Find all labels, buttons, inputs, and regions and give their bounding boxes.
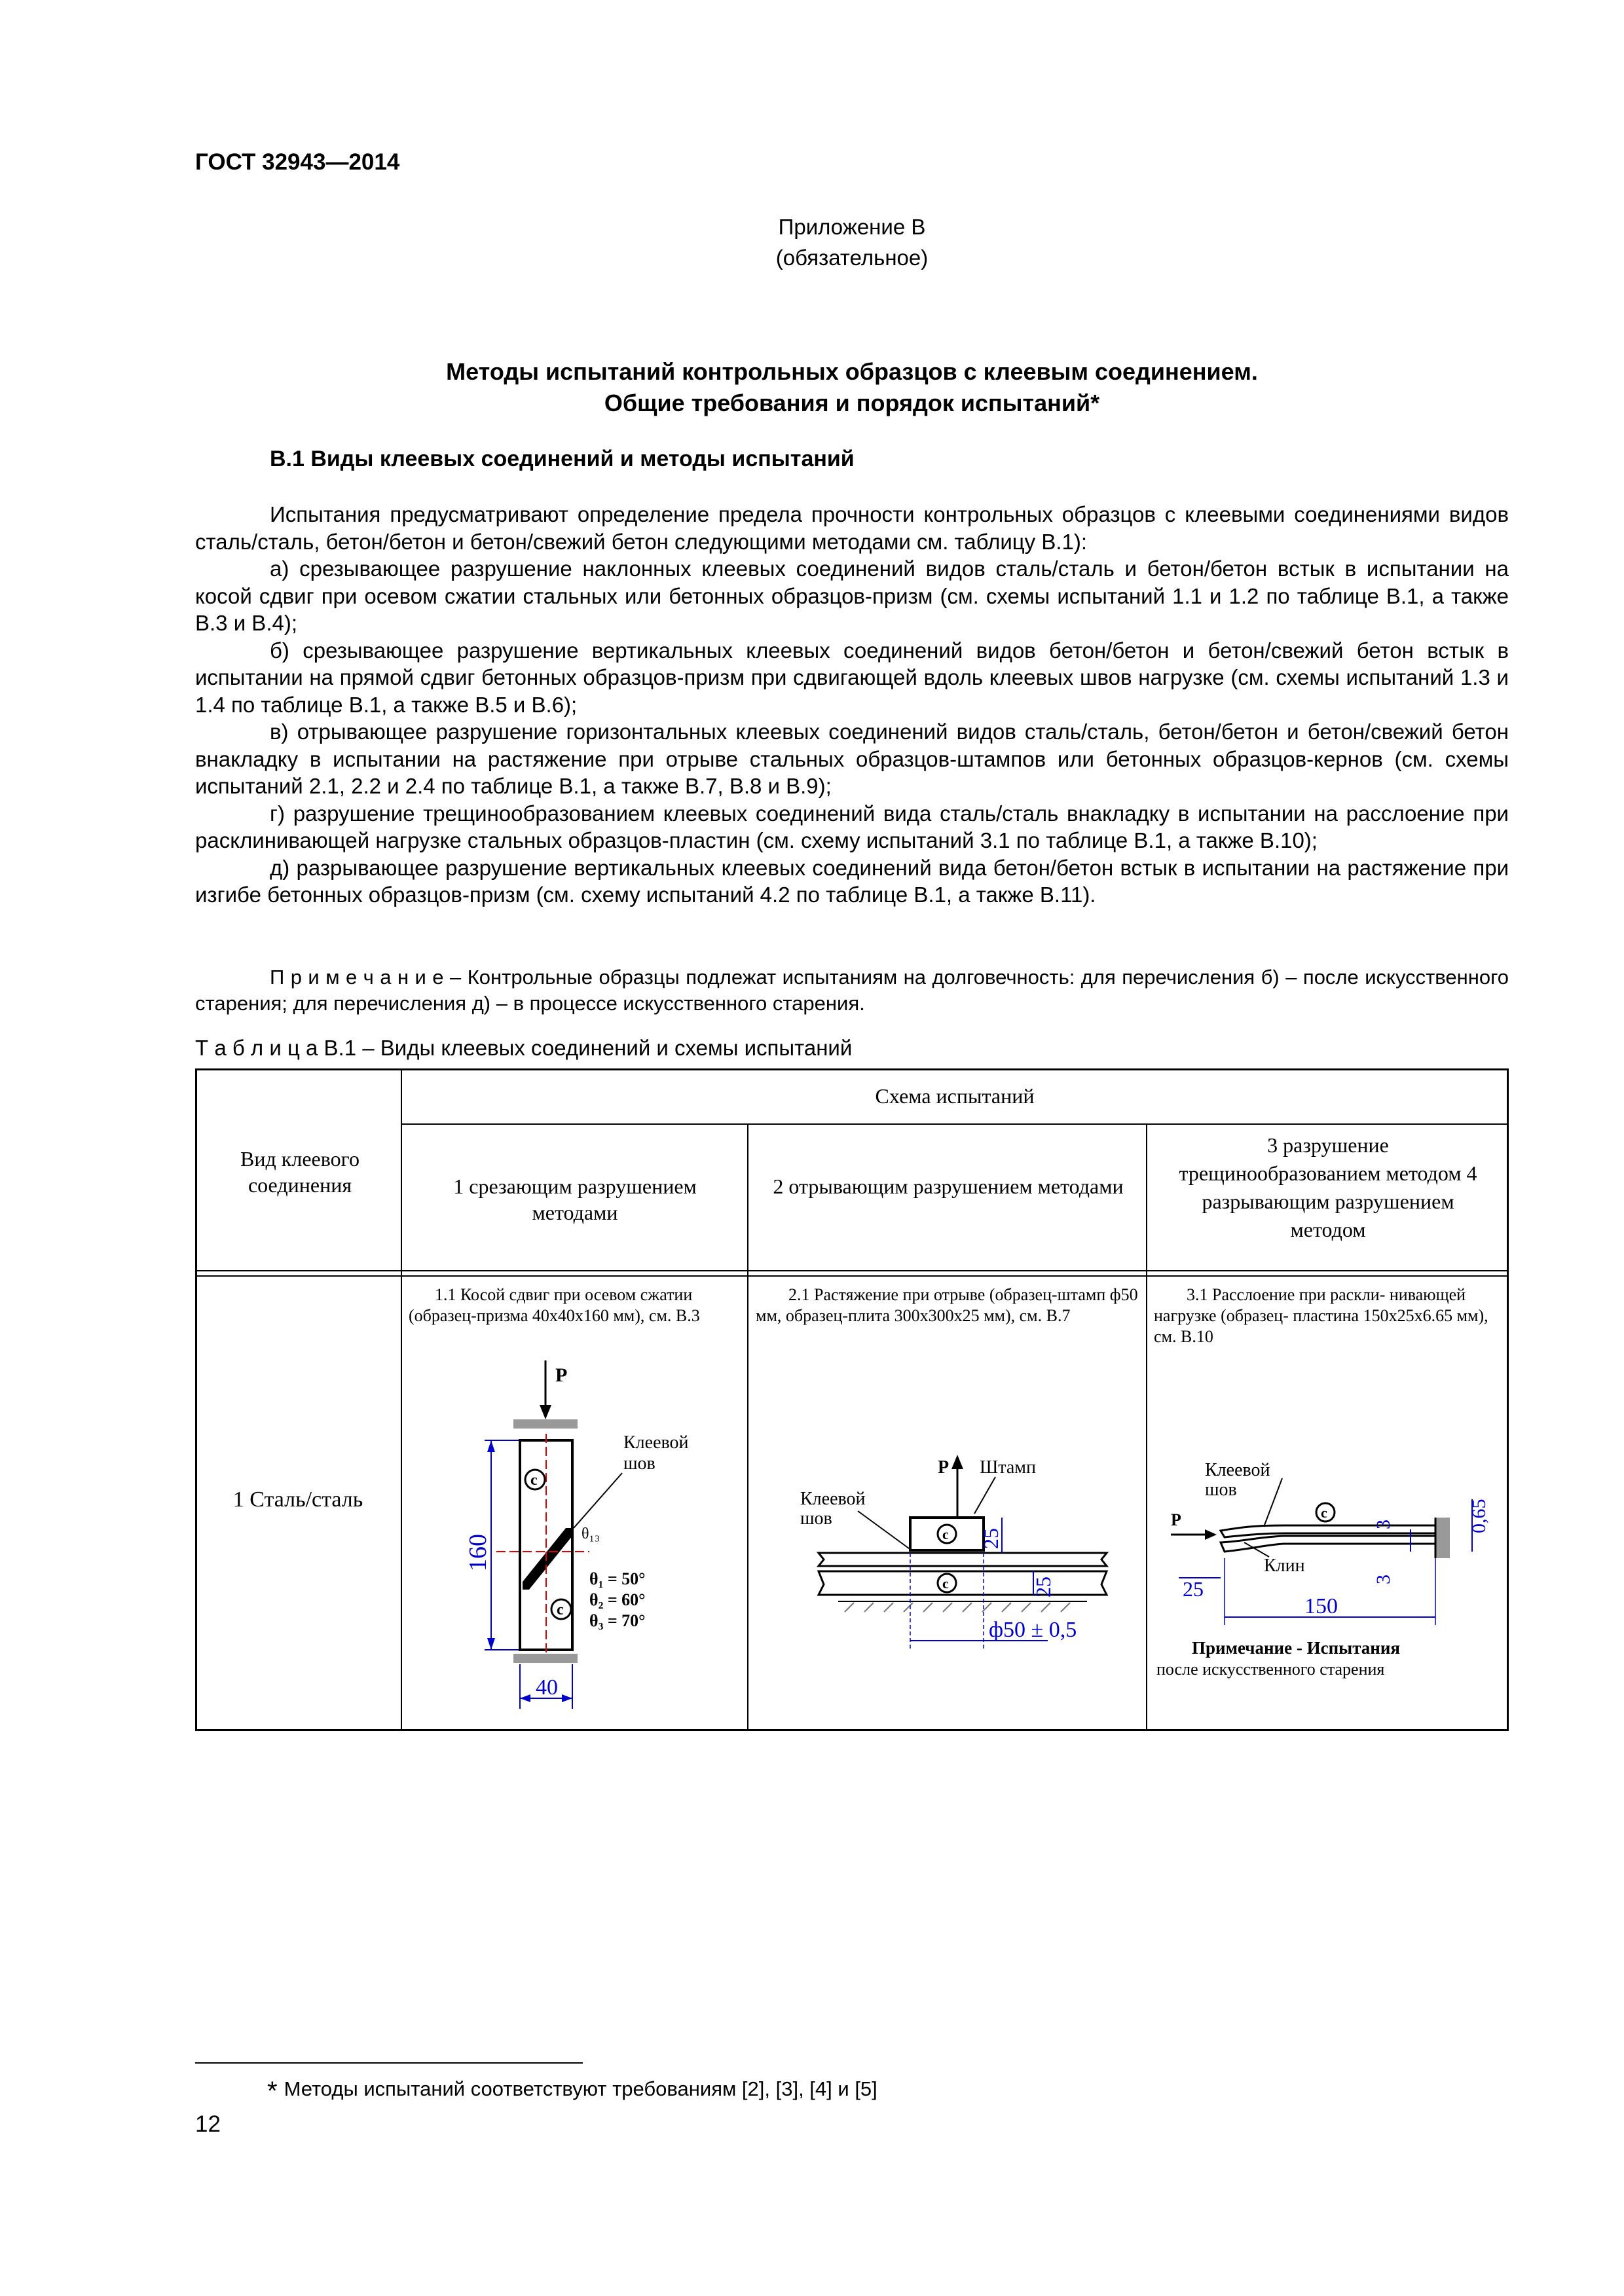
diagram-wedge-splitting <box>1153 1453 1506 1683</box>
header-shear-methods: 1 срезающим разрушением методами <box>453 1175 697 1224</box>
appendix-title: Приложение В <box>778 215 926 239</box>
d3-dim-side: 0,65 <box>1468 1499 1490 1533</box>
footnote <box>267 2077 877 2106</box>
table-caption <box>195 1036 852 1061</box>
paragraph-a: а) срезывающее разрушение наклонных клеевых соединений видов сталь/сталь и бетон/бетон встык в испытании на косой сдвиг при осевом сжатии стальных или бетонных образцов-призм (см. схемы испытаний 1.1 и 1.2 по таблице В.1, а также В.3 и В.4); <box>195 556 1509 635</box>
footnote-rule <box>195 2062 583 2064</box>
paragraph-d: д) разрывающее разрушение вертикальных клеевых соединений вида бетон/бетон встык в испытании на растяжение при изгибе бетонных образцов-призм (см. схему испытаний 4.2 по таблице В.1, а также В.11). <box>195 855 1509 907</box>
d3-dim-bottom: 3 <box>1373 1575 1394 1584</box>
header-tear-methods: 2 отрывающим разрушением методами <box>773 1175 1124 1198</box>
d2-glue-label2: шов <box>800 1508 832 1529</box>
paragraph-b: б) срезывающее разрушение вертикальных клеевых соединений видов бетон/бетон и бетон/свежий бетон встык в испытании на прямой сдвиг бетонных образцов-призм при сдвигающей вдоль клеевых швов нагрузке (см. схемы испытаний 1.3 и 1.4 по таблице В.1, а также В.5 и В.6); <box>195 638 1509 717</box>
d3-note-label: Примечание - Испытания <box>1192 1638 1401 1658</box>
table-caption-text: В.1 – Виды клеевых соединений и схемы испытаний <box>318 1036 853 1060</box>
main-title-line1: Методы испытаний контрольных образцов с клеевым соединением. <box>446 358 1258 385</box>
body-text <box>195 501 1509 909</box>
d3-c-mark: c <box>1321 1504 1327 1521</box>
page-number: 12 <box>195 2111 221 2137</box>
d1-glue-label2: шов <box>623 1453 655 1474</box>
d1-width-dim: 40 <box>536 1675 558 1700</box>
header-test-scheme: Схема испытаний <box>875 1084 1035 1108</box>
main-title <box>195 356 1509 419</box>
d1-height-dim: 160 <box>464 1534 492 1571</box>
d1-angle-1: θ₁ = 50° <box>589 1569 646 1588</box>
table-caption-label: Т а б л и ц а <box>195 1036 318 1060</box>
d1-glue-label1: Клеевой <box>623 1432 689 1453</box>
d2-c-bottom: c <box>942 1575 949 1592</box>
document-code: ГОСТ 32943—2014 <box>195 149 400 175</box>
d1-angle-label: θ₁₃ <box>581 1525 600 1542</box>
d1-c-bottom: c <box>557 1601 564 1618</box>
row1-col3-caption: 3.1 Расслоение при раскли- нивающей нагрузке (образец- пластина 150x25x6.65 мм), см. В.10 <box>1154 1285 1488 1346</box>
section-heading: В.1 Виды клеевых соединений и методы испытаний <box>270 446 855 471</box>
d3-force-label: P <box>1171 1510 1181 1529</box>
row1-col1-caption: 1.1 Косой сдвиг при осевом сжатии (образец-призма 40x40x160 мм), см. В.3 <box>409 1285 700 1325</box>
d3-dim-length: 150 <box>1304 1594 1338 1618</box>
d3-wedge-label: Клин <box>1264 1556 1305 1576</box>
header-crack-methods: 3 разрушение трещинообразованием методом 4 разрывающим разрушением методом <box>1179 1133 1477 1241</box>
d2-dim-plate: 25 <box>1031 1576 1055 1597</box>
d2-dim-diameter: ф50 ± 0,5 <box>989 1618 1077 1642</box>
d3-dim-top: 3 <box>1373 1520 1394 1529</box>
d2-force-label: P <box>938 1457 950 1478</box>
d3-note-text: после искусственного старения <box>1156 1660 1385 1679</box>
diagram-pull-off <box>799 1440 1126 1689</box>
footnote-text: Методы испытаний соответствуют требованиям [2], [3], [4] и [5] <box>284 2077 877 2100</box>
d1-angle-2: θ₂ = 60° <box>589 1590 646 1609</box>
paragraph-g: г) разрушение трещинообразованием клеевых соединений вида сталь/сталь внакладку в испытании на расслоение при расклинивающей нагрузке стальных образцов-пластин (см. схему испытаний 3.1 по таблице В.1, а также В.10); <box>195 801 1509 852</box>
d1-angle-3: θ₃ = 70° <box>589 1611 646 1630</box>
d2-c-top: c <box>942 1526 949 1542</box>
row1-col2-caption: 2.1 Растяжение при отрыве (образец-штамп ф50 мм, образец-плита 300x300x25 мм), см. В.7 <box>756 1285 1138 1325</box>
note <box>195 964 1509 1017</box>
d1-force-label: P <box>555 1364 568 1386</box>
note-text: – Контрольные образцы подлежат испытаниям на долговечность: для перечисления б) – после искусственного старения; для перечисления д) – в процессе искусственного старения. <box>195 966 1509 1015</box>
row1-joint-type: 1 Сталь/сталь <box>232 1487 363 1512</box>
d3-dim-left: 25 <box>1183 1577 1204 1601</box>
paragraph-intro: Испытания предусматривают определение предела прочности контрольных образцов с клеевыми соединениями видов сталь/сталь, бетон/бетон и бетон/свежий бетон следующими методами см. таблицу В.1): <box>195 502 1509 554</box>
diagram-oblique-shear <box>458 1342 733 1735</box>
header-joint-type: Вид клеевого соединения <box>240 1147 360 1197</box>
note-label: П р и м е ч а н и е <box>270 966 444 989</box>
d2-stamp-label: Штамп <box>980 1457 1036 1478</box>
main-title-line2: Общие требования и порядок испытаний* <box>604 390 1100 416</box>
appendix-status: (обязательное) <box>775 246 929 270</box>
footnote-star-icon: * <box>267 2077 278 2105</box>
d2-dim-stamp: 25 <box>979 1528 1003 1549</box>
d3-glue-label2: шов <box>1205 1480 1237 1500</box>
paragraph-v: в) отрывающее разрушение горизонтальных клеевых соединений видов сталь/сталь, бетон/бетон и бетон/свежий бетон внакладку в испытании на растяжение при отрыве стальных образцов-штампов или бетонных образцов-кернов (см. схемы испытаний 2.1, 2.2 и 2.4 по таблице В.1, а также В.7, В.8 и В.9); <box>195 720 1509 798</box>
d2-glue-label1: Клеевой <box>800 1489 866 1509</box>
d1-c-top: c <box>530 1472 538 1489</box>
d3-glue-label1: Клеевой <box>1205 1460 1270 1480</box>
